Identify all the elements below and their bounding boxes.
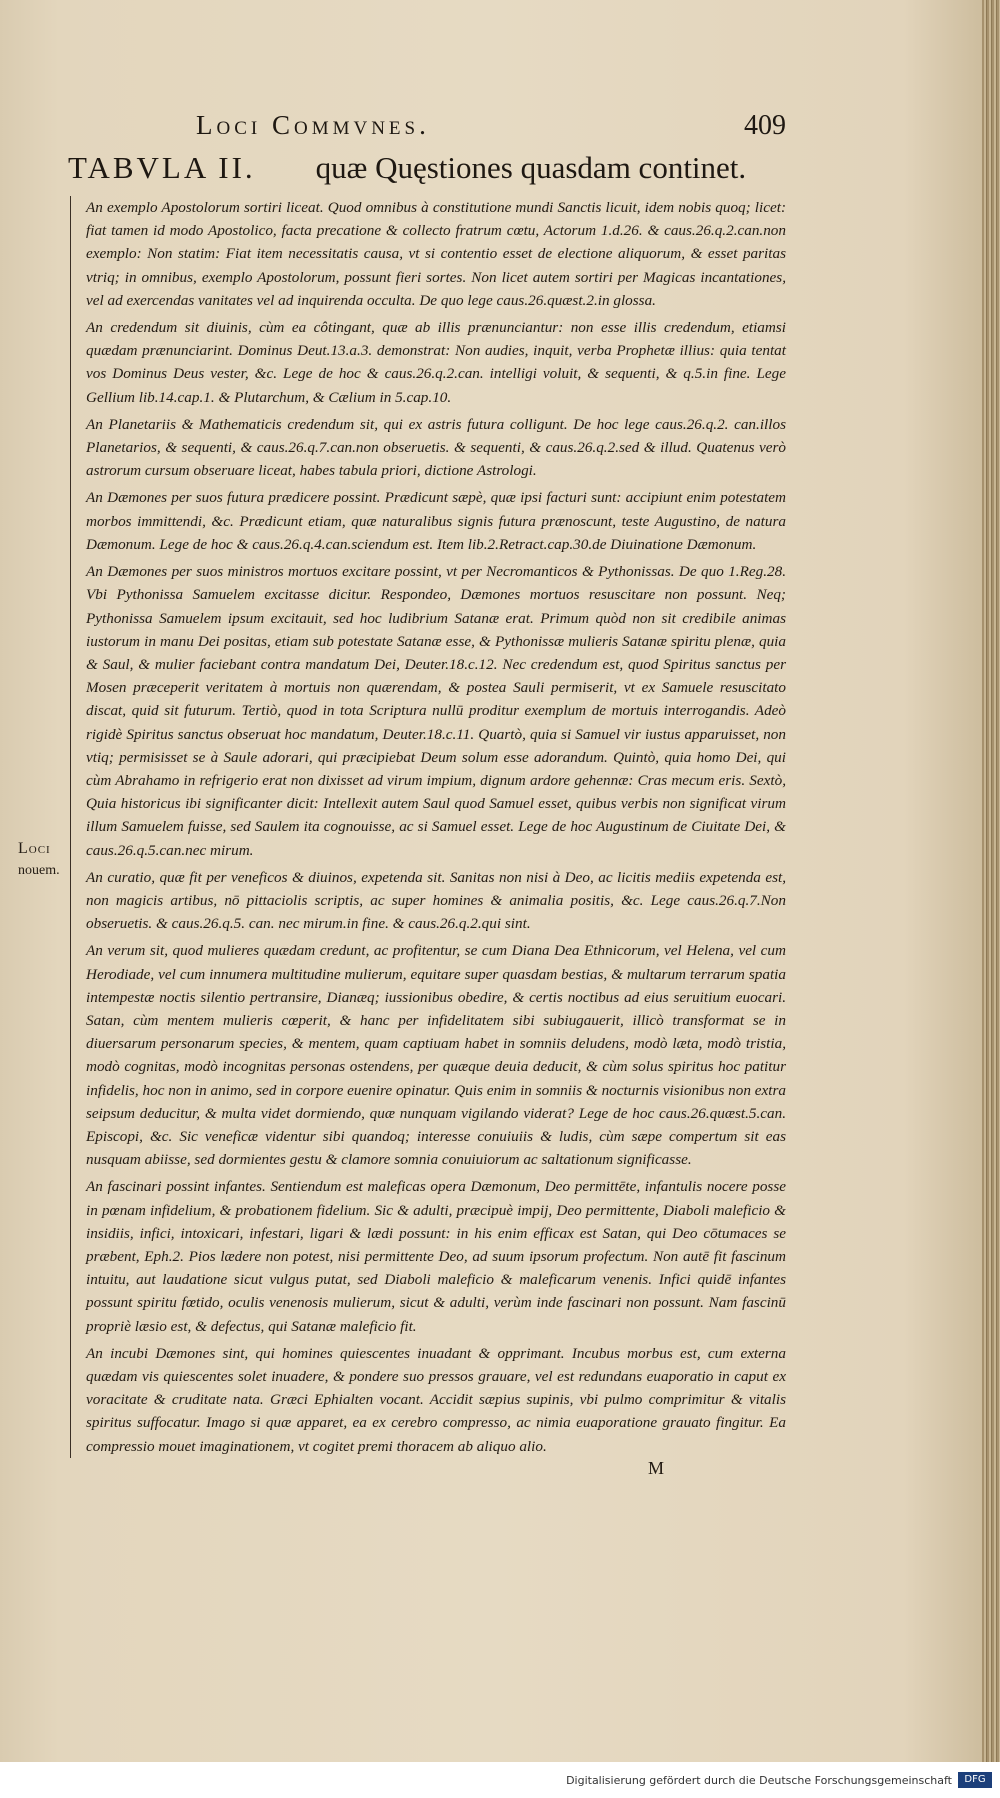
dfg-logo-icon: DFG [958, 1772, 992, 1788]
table-title [68, 150, 768, 194]
footer-credit: Digitalisierung gefördert durch die Deutsche Forschungsgemeinschaft [566, 1774, 952, 1787]
bracket-line [70, 196, 81, 1458]
question-item: An Planetariis & Mathematicis credendum sit, qui ex astris futura colligunt. De hoc lege caus.26.q.2. can.illos Planetarios, & sequenti, & caus.26.q.7.can.non obseruetis. & sequenti, & caus.26.q.2.sed & illud. Quatenus verò astrorum cursum obseruare liceat, habes tabula priori, dictione Astrologi. [86, 415, 786, 480]
question-item: An incubi Dæmones sint, qui homines quiescentes inuadant & opprimant. Incubus morbus est, cum externa quædam vis quiescentes solet inuadere, & pondere suo pressos grauare, vel est redundans euaporatio in caput ex voracitate & cruditate nata. Græci Ephialten vocant. Accidit sæpius supinis, vbi pulmo comprimitur & vitalis spiritus suffocatur. Imago si quæ apparet, ea ex cerebro compresso, ac nimia euaporatione grauato fingitur. Ea compressio mouet imaginationem, vt cogitet premi thoracem ab aliquo alio. [86, 1344, 786, 1455]
question-item: An exemplo Apostolorum sortiri liceat. Quod omnibus à constitutione mundi Sanctis licuit, idem nobis quoq; licet: fiat tamen id modo Apostolico, facta precatione & collecto fratrum cœtu, Actorum 1.d.26. & caus.26.q.2.can.non exemplo: Non statim: Fiat item necessitatis causa, vt si contentio esset de electione aliquorum, & esset paritas vtriq; in omnibus, exemplo Apostolorum, possunt fieri sortes. Non licet autem sortiri per Magicas incantationes, vel ad exercendas vanitates vel ad inquirenda occulta. De quo lege caus.26.quæst.2.in glossa. [86, 199, 786, 309]
margin-note [18, 838, 78, 894]
table-title-label: TABVLA II. [68, 150, 256, 185]
question-item: An verum sit, quod mulieres quædam credunt, ac profitentur, se cum Diana Dea Ethnicorum, vel Helena, vel cum Herodiade, vel cum innumera multitudine mulierum, equitare super quasdam bestias, & multarum terrarum spatia intempestæ noctis silentio pertransire, Dianæq; iussionibus obedire, & certis noctibus ad eius seruitium euocari. Satan, cùm mentem mulieris cœperit, & hanc per infidelitatem sibi subiugauerit, illicò transformat se in diuersarum personarum species, & mentem, quam captiuam habet in somniis deludens, modò læta, modò tristia, modò cognitas, modò incognitas personas ostendens, per quæque deuia deducit, & cùm solus spiritus hoc patitur infidelis, hoc non in animo, sed in corpore euenire opinatur. Quis enim in somniis & nocturnis visionibus non extra seipsum deducitur, & multa videt dormiendo, quæ nunquam vigilando viderat? Lege de hoc caus.26.quæst.5.can. Episcopi, &c. Sic veneficæ videntur sibi quandoq; interesse conuiuiis & ludis, cùm sæpe compertum sit eas nusquam abiisse, sed dormientes gestu & clamore somnia conuiuiorum ac saltationum significasse. [86, 942, 786, 1169]
page-edge [982, 0, 1000, 1762]
margin-note-line: nouem. [18, 863, 60, 878]
question-item: An Dæmones per suos ministros mortuos excitare possint, vt per Necromanticos & Pythonissas. De quo 1.Reg.28. Vbi Pythonissa Samuelem excitasse dicitur. Respondeo, Dæmones mortuos resuscitare non possunt. Neq; Pythonissa Samuelem ipsum excitauit, sed hoc ludibrium Satanæ erat. Primum quòd non sit credibile animas iustorum in manu Dei positas, etiam sub potestate Satanæ esse, & Pythonissæ mulieris Satanæ spiritu plenæ, quia & Saul, & mulier faciebant contra mandatum Dei, Deuter.18.c.12. Nec credendum est, quod Spiritus sanctus per Mosen præceperit veritatem à mortuis non quærendam, & postea Sauli permiserit, vt ex Samuele resuscitato discat, quid sit futurum. Tertiò, quod in tota Scriptura nullū proditur exemplum de mortuis interrogandis. Adeò rigidè Spiritus sanctus obseruat hoc mandatum, Deuter.18.c.11. Quartò, quia si Samuel vir iustus apparuisset, non vtiq; permisisset se à Saule adorari, qui præcipiebat Deum solum esse adorandum. Quintò, quia homo Dei, qui cùm Abrahamo in refrigerio erat non dixisset ad virum impium, dignum ardore gehennæ: Cras mecum eris. Sextò, Quia historicus ibi significanter dicit: Intellexit autem Saul quod Samuel esset, quibus verbis non significat virum illum Samuelem fuisse, sed Saulem ita cognouisse, ac si Samuel esset. Lege de hoc Augustinum de Ciuitate Dei, & caus.26.q.5.can.nec mirum. [86, 563, 786, 859]
question-item: An curatio, quæ fit per veneficos & diuinos, expetenda sit. Sanitas non nisi à Deo, ac licitis mediis expetenda est, non magicis artibus, nō pittaciolis scriptis, ac super homines & animalia positis, &c. Lege caus.26.q.7.Non obseruetis. & caus.26.q.5. can. nec mirum.in fine. & caus.26.q.2.qui sint. [86, 868, 786, 933]
signature-mark: M [648, 1458, 665, 1478]
question-item: An Dæmones per suos futura prædicere possint. Prædicunt sæpè, quæ ipsi facturi sunt: accipiunt enim potestatem morbos immittendi, &c. Prædicunt etiam, quæ naturalibus signis futura prænoscunt, teste Augustino, de natura Dæmonum. Lege de hoc & caus.26.q.4.can.sciendum est. Item lib.2.Retract.cap.30.de Diuinatione Dæmonum. [86, 489, 786, 553]
question-item: An fascinari possint infantes. Sentiendum est maleficas opera Dæmonum, Deo permittēte, infantulis nocere posse in pœnam infidelium, & probationem fidelium. Sic & adulti, præcipuè impij, Deo permittente, Diaboli maleficio & insidiis, infici, intoxicari, infestari, ligari & lædi possunt: in his enim efficax est Satan, qui Deo cōtumaces se præbent, Eph.2. Pios lædere non potest, nisi permittente Deo, ad suum ipsorum profectum. Non autē fit fascinum intuitu, aut laudatione sicut vulgus putat, sed Diaboli maleficio & maleficarum venenis. Infici quidē infantes possunt spiritu fœtido, oculis venenosis mulierum, sicut & adulti, verùm inde fascinari non possunt. Nam fascinū propriè læsio est, & defectus, qui Satanæ maleficio fit. [86, 1178, 786, 1335]
page-number: 409 [744, 110, 786, 141]
question-item: An credendum sit diuinis, cùm ea côtingant, quæ ab illis prænunciantur: non esse illis credendum, etiamsi quædam prænunciarint. Dominus Deut.13.a.3. demonstrat: Non audies, inquit, verba Prophetæ illius: quia tentat vos Dominus Deus vester, &c. Lege de hoc & caus.26.q.2.can. intelligi voluit, & sequenti, & q.5.in fine. Lege Gellium lib.14.cap.1. & Plutarchum, & Cælium in 5.cap.10. [86, 319, 786, 406]
page-header [196, 110, 786, 150]
running-head: Loci Commvnes. [196, 110, 430, 140]
table-title-subtitle: quæ Quęstiones quasdam continet. [315, 150, 747, 185]
questions-list [86, 196, 786, 1458]
margin-note-title: Loci [18, 840, 51, 857]
footer-bar [0, 1762, 1000, 1798]
